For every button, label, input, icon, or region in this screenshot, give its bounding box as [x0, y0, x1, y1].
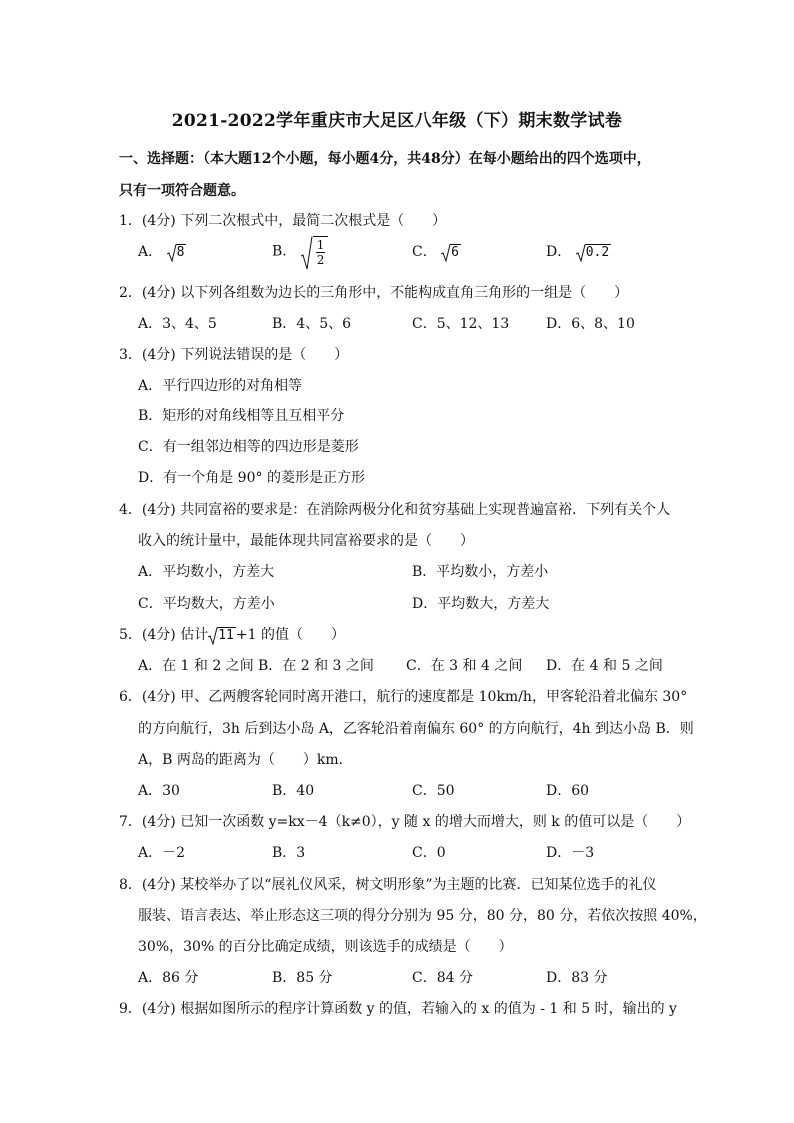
sqrt-symbol [441, 244, 461, 261]
question-4-stem: 4．(4分) 共同富裕的要求是：在消除两极分化和贫穷基础上实现普遍富裕．下列有关个人 [119, 502, 671, 518]
q5-stem-pre: 5．(4分) 估计 [119, 627, 209, 643]
q1-option-d [546, 241, 611, 261]
question-5-stem [119, 624, 679, 644]
page-title: 2021-2022学年重庆市大足区八年级（下）期末数学试卷 [171, 111, 623, 131]
q5-option-a: A．在 1 和 2 之间 [138, 658, 254, 674]
q4-option-b: B．平均数小，方差小 [412, 564, 549, 580]
q1-option-c [412, 241, 461, 261]
q2-option-a: A．3、4、5 [138, 316, 217, 332]
q5-option-d: D．在 4 和 5 之间 [546, 658, 663, 674]
q2-option-b: B．4、5、6 [272, 316, 352, 332]
section-heading-cont: 只有一项符合题意。 [119, 183, 245, 199]
q1-b-denominator: 2 [316, 253, 325, 267]
q1-option-b-label: B． [272, 243, 297, 260]
q7-option-c: C．0 [412, 845, 446, 861]
question-8-stem-cont2: 30%，30% 的百分比确定成绩，则该选手的成绩是（ ） [138, 939, 513, 955]
q1-option-b [272, 236, 328, 267]
question-1-stem: 1．(4分) 下列二次根式中，最简二次根式是（ ） [119, 213, 447, 229]
question-6-stem-cont: 的方向航行，3h 后到达小岛 A，乙客轮沿着南偏东 60° 的方向航行，4h 到达小岛 B．则 [138, 721, 694, 737]
q4-option-a: A．平均数小，方差大 [138, 564, 275, 580]
q8-option-d: D．83 分 [546, 970, 608, 986]
question-6-stem: 6．(4分) 甲、乙两艘客轮同时离开港口，航行的速度都是 10km/h，甲客轮沿着北偏东 30° [119, 689, 688, 705]
q1-option-a [138, 241, 186, 261]
q1-b-numerator: 1 [316, 238, 325, 252]
q3-option-d: D．有一个角是 90° 的菱形是正方形 [138, 470, 365, 486]
sqrt-symbol [167, 244, 187, 261]
q6-option-b: B．40 [272, 783, 315, 799]
q2-option-c: C．5、12、13 [412, 316, 510, 332]
q8-option-a: A．86 分 [138, 970, 199, 986]
q3-option-a: A．平行四边形的对角相等 [138, 378, 303, 394]
q7-option-d: D．－3 [546, 845, 595, 861]
q1-d-radicand: 0.2 [585, 244, 610, 260]
q3-option-c: C．有一组邻边相等的四边形是菱形 [138, 439, 359, 455]
section-heading: 一、选择题：（本大题12个小题，每小题4分，共48分）在每小题给出的四个选项中， [119, 151, 651, 167]
question-8-stem-cont: 服装、语言表达、举止形态这三项的得分分别为 95 分，80 分，80 分，若依次按照 40%， [138, 908, 707, 924]
question-3-stem: 3．(4分) 下列说法错误的是（ ） [119, 347, 349, 363]
q1-option-d-label: D． [546, 244, 572, 260]
question-6-stem-cont2: A，B 两岛的距离为（ ）km． [138, 752, 353, 768]
q1-b-fraction [313, 236, 329, 267]
q1-c-radicand: 6 [451, 244, 459, 260]
q8-option-b: B．85 分 [272, 970, 333, 986]
sqrt-symbol [301, 236, 329, 267]
q7-option-a: A．－2 [138, 845, 186, 861]
q5-stem-post: +1 的值（ ） [235, 627, 345, 643]
q1-option-c-label: C． [412, 244, 437, 260]
q3-option-b: B．矩形的对角线相等且互相平分 [138, 408, 345, 424]
q6-option-a: A．30 [138, 783, 180, 799]
q5-option-b: B．在 2 和 3 之间 [258, 658, 374, 674]
question-9-stem: 9．(4分) 根据如图所示的程序计算函数 y 的值，若输入的 x 的值为 - 1 和 5 时，输出的 y [119, 1001, 677, 1017]
question-2-stem: 2．(4分) 以下列各组数为边长的三角形中，不能构成直角三角形的一组是（ ） [119, 285, 629, 301]
q4-option-c: C．平均数大，方差小 [138, 596, 275, 612]
q7-option-b: B．3 [272, 845, 306, 861]
q5-radicand: 11 [218, 627, 234, 643]
q6-option-c: C．50 [412, 783, 455, 799]
q8-option-c: C．84 分 [412, 970, 473, 986]
q1-a-radicand: 8 [176, 244, 185, 260]
q2-option-d: D．6、8、10 [546, 316, 635, 332]
sqrt-symbol [576, 244, 611, 261]
question-7-stem: 7．(4分) 已知一次函数 y=kx－4（k≠0），y 随 x 的增大而增大，则 k 的值可以是（ ） [119, 814, 691, 830]
question-8-stem: 8．(4分) 某校举办了以“展礼仪风采，树文明形象”为主题的比赛．已知某位选手的礼仪 [119, 877, 657, 893]
question-4-stem-cont: 收入的统计量中，最能体现共同富裕要求的是（ ） [138, 533, 474, 549]
sqrt-symbol [208, 627, 236, 644]
q5-option-c: C．在 3 和 4 之间 [406, 658, 523, 674]
q4-option-d: D．平均数大，方差大 [412, 596, 550, 612]
q1-option-a-label: A． [138, 244, 163, 260]
q6-option-d: D．60 [546, 783, 590, 799]
